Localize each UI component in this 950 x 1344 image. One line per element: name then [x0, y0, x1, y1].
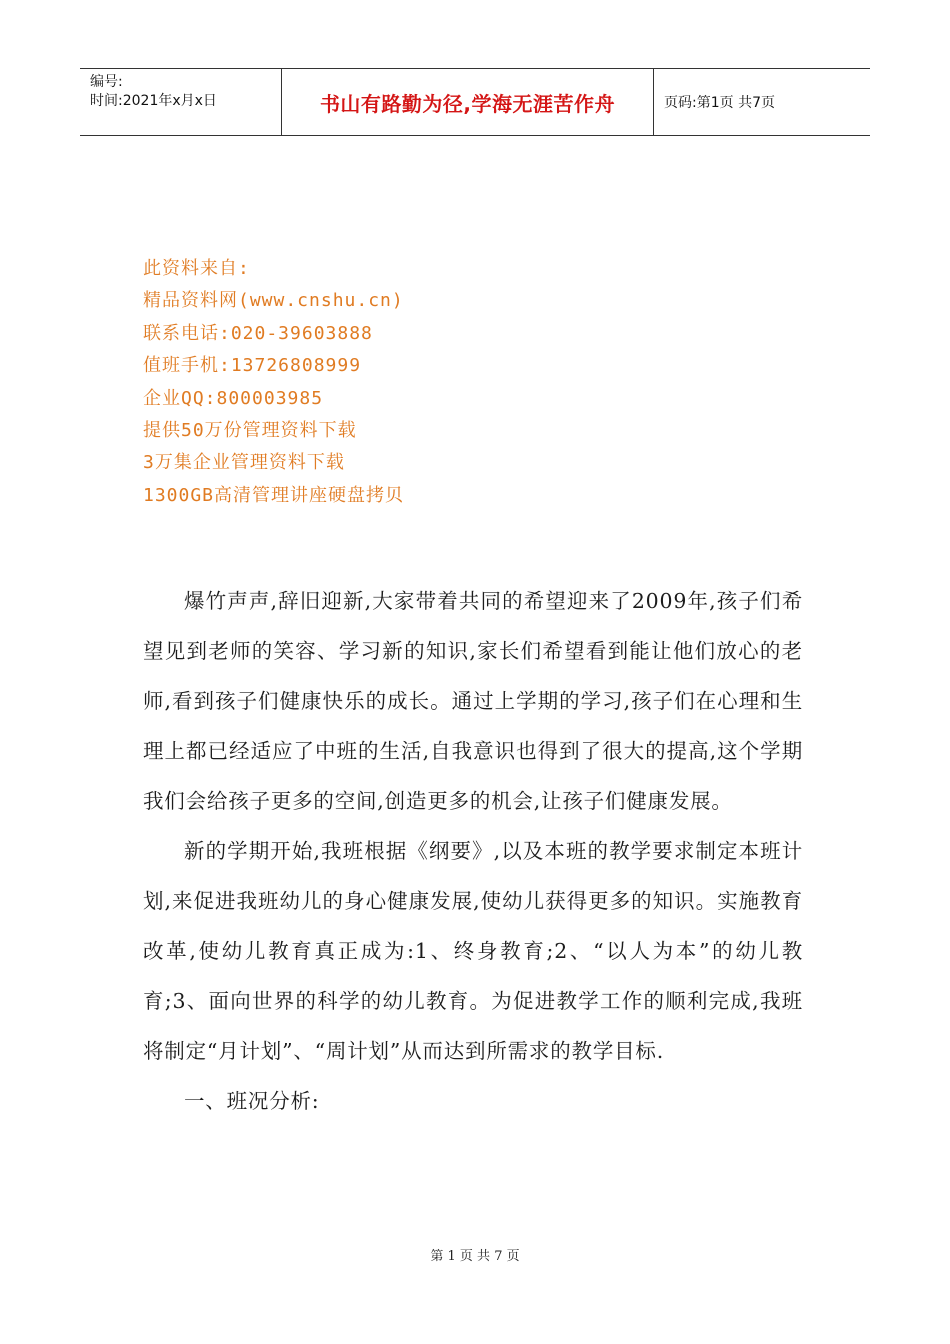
- page-footer: 第 1 页 共 7 页: [430, 1249, 520, 1264]
- source-line: 此资料来自:: [143, 258, 250, 279]
- source-info-block: [143, 253, 404, 512]
- document-header: [80, 68, 870, 136]
- document-body: [143, 576, 803, 1126]
- source-line: 1300GB高清管理讲座硬盘拷贝: [143, 484, 405, 506]
- header-page-info: 页码:第1页 共7页: [664, 95, 775, 111]
- body-paragraph: 新的学期开始,我班根据《纲要》,以及本班的教学要求制定本班计划,来促进我班幼儿的身心健康发展,使幼儿获得更多的知识。实施教育改革,使幼儿教育真正成为:1、终身教育;2、“以人为本”的幼儿教育;3、面向世界的科学的幼儿教育。为促进教学工作的顺利完成,我班将制定“月计划”、“周计划”从而达到所需求的教学目标.: [143, 839, 803, 1063]
- source-line: 3万集企业管理资料下载: [143, 452, 345, 474]
- body-paragraph: 爆竹声声,辞旧迎新,大家带着共同的希望迎来了2009年,孩子们希望见到老师的笑容、学习新的知识,家长们希望看到能让他们放心的老师,看到孩子们健康快乐的成长。通过上学期的学习,孩子们在心理和生理上都已经适应了中班的生活,自我意识也得到了很大的提高,这个学期我们会给孩子更多的空间,创造更多的机会,让孩子们健康发展。: [143, 589, 803, 813]
- header-date: 时间:2021年x月x日: [90, 93, 217, 109]
- section-heading: 一、班况分析:: [184, 1089, 320, 1113]
- source-line: 精品资料网(www.cnshu.cn): [143, 290, 404, 312]
- source-line: 企业QQ:800003985: [143, 387, 324, 409]
- source-line: 联系电话:020-39603888: [143, 322, 373, 344]
- header-meta: [80, 69, 282, 135]
- source-line: 提供50万份管理资料下载: [143, 420, 357, 442]
- source-line: 值班手机:13726808999: [143, 355, 362, 377]
- header-number-label: 编号:: [90, 74, 123, 90]
- header-motto: 书山有路勤为径,学海无涯苦作舟: [282, 69, 654, 135]
